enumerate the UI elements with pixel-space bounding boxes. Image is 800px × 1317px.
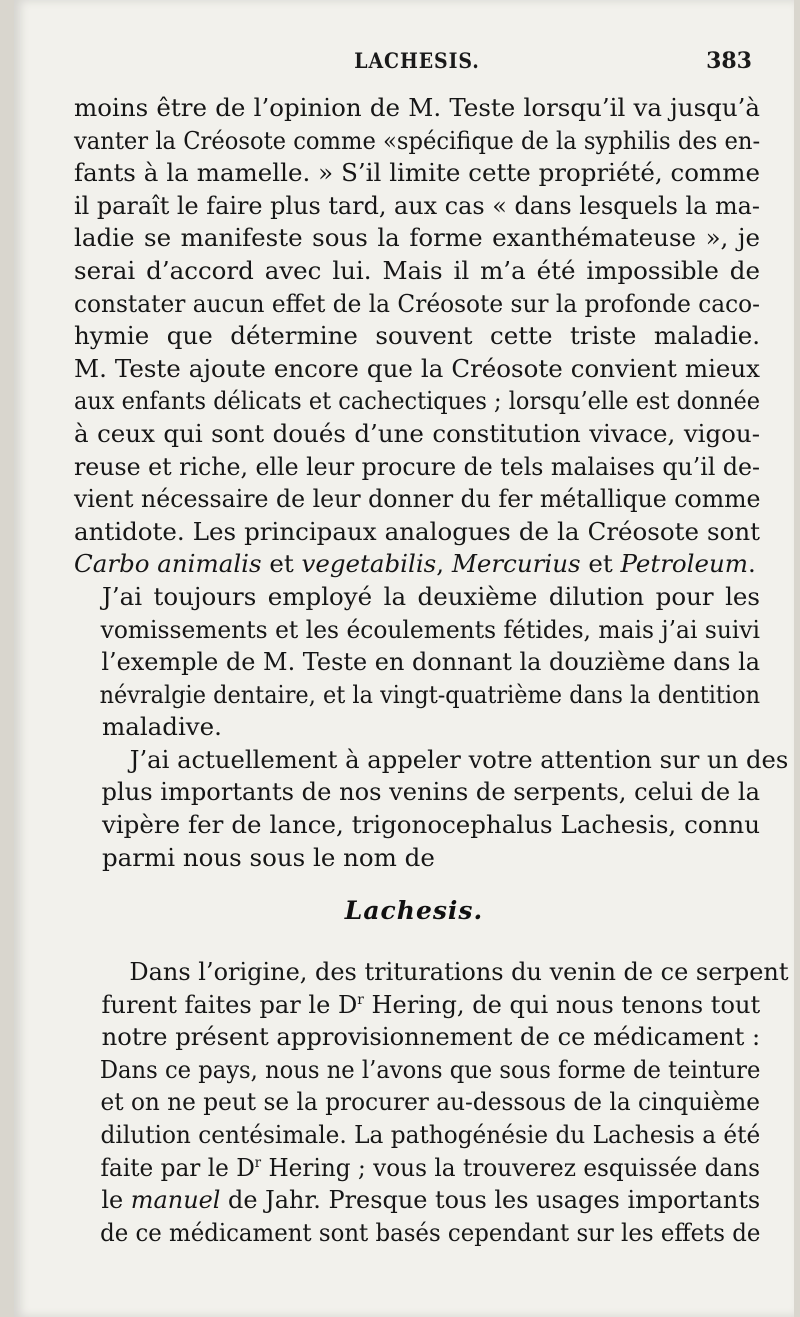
- text-line: [74, 989, 760, 1022]
- paragraph-dilution: [74, 581, 760, 744]
- emphasis: manuel: [130, 1185, 221, 1215]
- text-line: Dans l’origine, des triturations du venin de ce serpent: [129, 957, 789, 986]
- text-fragment: le: [101, 1185, 131, 1215]
- section-heading: Lachesis.: [344, 896, 484, 925]
- text-line: vipère fer de lance, trigonocephalus Lachesis, connu: [102, 810, 760, 840]
- running-title: LACHESIS.: [354, 48, 480, 73]
- text-line: de ce médicament sont basés cependant sur les effets de: [100, 1217, 761, 1247]
- text-line: ladie se manifeste sous la forme exanthémateuse », je: [74, 223, 760, 253]
- remedy-name: vegetabilis: [301, 549, 437, 579]
- text-line: moins être de l’opinion de M. Teste lorsqu’il va jusqu’à: [74, 93, 760, 122]
- page-number: 383: [706, 48, 752, 74]
- text-line: névralgie dentaire, et la vingt-quatrième dans la dentition: [99, 679, 761, 709]
- text-line: maladive.: [102, 712, 222, 742]
- text-line: dilution centésimale. La pathogénésie du Lachesis a été: [100, 1119, 761, 1149]
- page-header: [74, 48, 760, 80]
- body-text-top: [74, 92, 789, 874]
- text-line: vomissements et les écoulements fétides, mais j’ai suivi: [100, 614, 761, 644]
- text-line: il paraît le faire plus tard, aux cas « dans lesquels la ma-: [74, 190, 760, 220]
- text-fragment: et: [261, 549, 302, 579]
- remedy-name: Petroleum: [620, 549, 749, 579]
- text-line: M. Teste ajoute encore que la Créosote convient mieux: [74, 353, 760, 383]
- text-line: Dans ce pays, nous ne l’avons que sous forme de teinture: [99, 1054, 761, 1084]
- paragraph-serpent-intro: [74, 744, 789, 874]
- text-fragment: .: [748, 549, 756, 579]
- text-line: aux enfants délicats et cachectiques ; lorsqu’elle est donnée: [74, 386, 761, 416]
- text-fragment: Hering, de qui nous tenons tout: [363, 989, 761, 1019]
- book-page: [14, 0, 794, 1317]
- text-fragment: ,: [436, 549, 452, 579]
- text-line: l’exemple de M. Teste en donnant la douzième dans la: [101, 647, 760, 677]
- text-line: J’ai actuellement à appeler votre attention sur un des: [129, 744, 789, 774]
- text-line: reuse et riche, elle leur procure de tels malaises qu’il de-: [74, 451, 761, 481]
- text-line: vanter la Créosote comme «spécifique de la syphilis des en-: [74, 125, 761, 155]
- body-text-bottom: [74, 956, 789, 1249]
- text-fragment: faite par le D: [100, 1152, 255, 1182]
- text-line-analogues: [74, 548, 760, 581]
- text-line: fants à la mamelle. » S’il limite cette propriété, comme: [74, 158, 760, 188]
- text-line: serai d’accord avec lui. Mais il m’a été impossible de: [74, 255, 760, 285]
- text-line: [74, 1184, 760, 1217]
- text-line: parmi nous sous le nom de: [102, 842, 435, 872]
- text-line: hymie que détermine souvent cette triste maladie.: [74, 321, 760, 351]
- remedy-name: Mercurius: [451, 549, 581, 579]
- text-line: notre présent approvisionnement de ce médicament :: [101, 1022, 761, 1052]
- text-line: constater aucun effet de la Créosote sur la profonde caco-: [74, 288, 760, 318]
- text-line: antidote. Les principaux analogues de la Créosote sont: [74, 516, 760, 546]
- text-fragment: de Jahr. Presque tous les usages importants: [220, 1185, 761, 1215]
- text-line: J’ai toujours employé la deuxième dilution pour les: [102, 581, 760, 611]
- text-fragment: Hering ; vous la trouverez esquissée dans: [261, 1152, 760, 1182]
- text-line: à ceux qui sont doués d’une constitution vivace, vigou-: [74, 418, 760, 448]
- superscript: r: [357, 991, 364, 1008]
- text-line: plus importants de nos venins de serpents, celui de la: [101, 777, 760, 807]
- paragraph-creosote: [74, 92, 760, 581]
- remedy-name: Carbo animalis: [74, 549, 262, 579]
- text-fragment: furent faites par le D: [101, 989, 358, 1019]
- text-line: [74, 1152, 760, 1185]
- superscript: r: [254, 1154, 262, 1171]
- text-line: vient nécessaire de leur donner du fer métallique comme: [74, 484, 761, 514]
- paragraph-lachesis-origin: [74, 956, 789, 1249]
- text-line: et on ne peut se la procurer au-dessous de la cinquième: [100, 1087, 760, 1117]
- text-fragment: et: [580, 549, 621, 579]
